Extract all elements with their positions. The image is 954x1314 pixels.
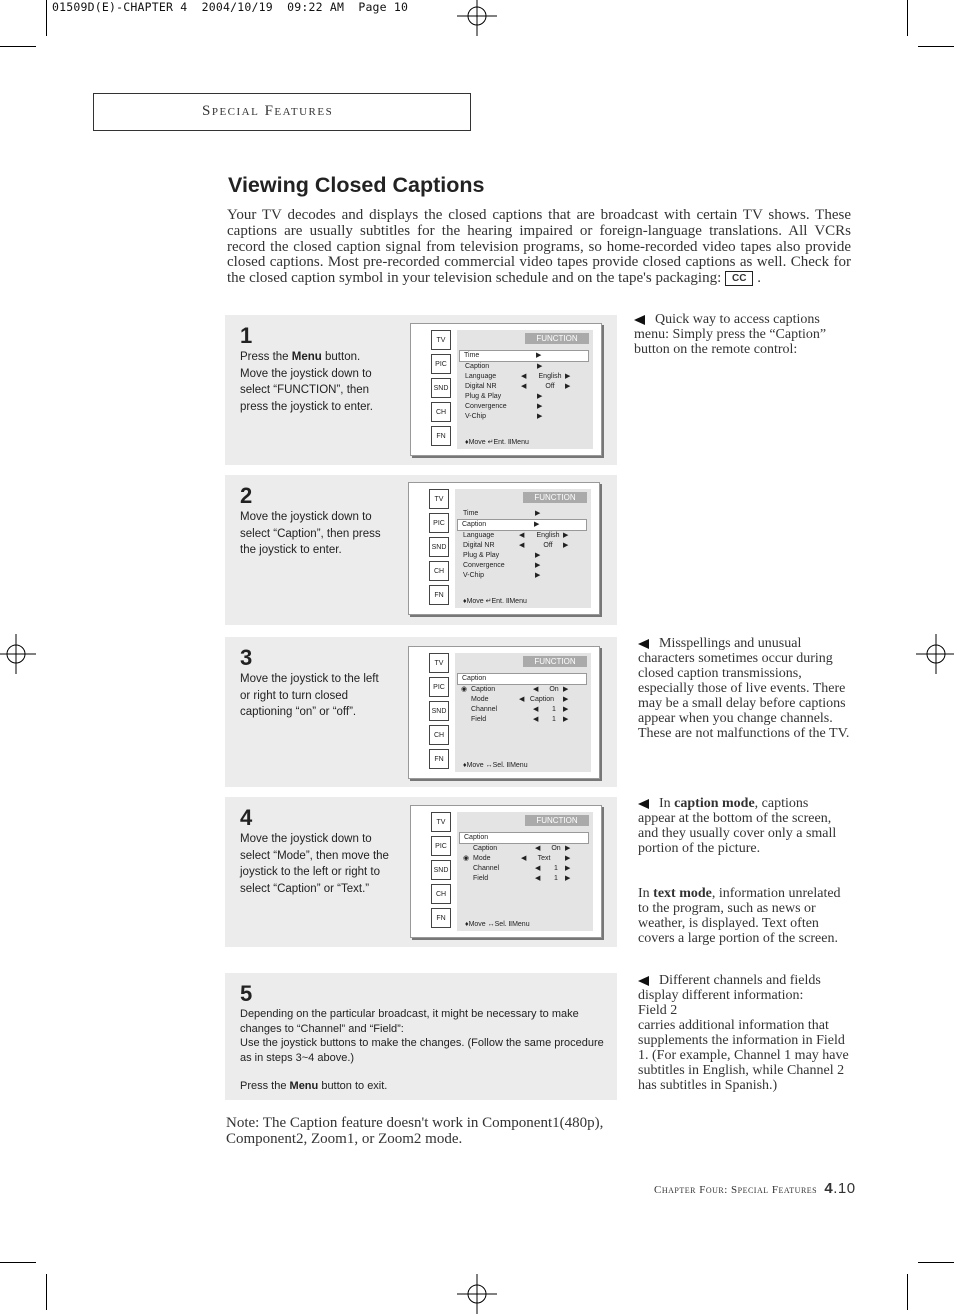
picture-icon: PIC [429,677,449,697]
step-number: 2 [240,483,253,508]
step-number: 1 [240,323,253,348]
note-misspellings: Misspellings and unusual characters sometimes occur during closed caption transmissions, especially those of live events. There may be a small delay before captions appear when you change channels. These are not malfunctions of the TV. [638,636,850,741]
menu-side-icons [429,653,453,773]
section-label: Special Features [202,103,334,119]
menu-header: FUNCTION [525,333,589,344]
menu-row: Mode ◀ Caption ▶ [471,696,569,703]
crop-mark [46,0,47,36]
print-slug: 01509D(E)-CHAPTER 4 2004/10/19 09:22 AM Page 10 [52,0,409,14]
channel-icon: CH [429,561,449,581]
crop-mark [907,0,908,36]
menu-footer: ♦Move ↔Sel. ⅡMenu [463,762,528,769]
menu-row: Caption ▶ [457,519,587,531]
menu-row: Language ◀ English ▶ [463,532,569,539]
note-caption-mode: In caption mode, captions appear at the bottom of the screen, and they usually cover only a small portion of the picture. [638,796,837,856]
menu-footer: ♦Move ↵Ent. ⅡMenu [463,598,527,605]
step-instructions: Move the joystick down to select “Caption”, then press the joystick to enter. [240,511,381,556]
menu-header: FUNCTION [523,492,587,503]
menu-row: Caption ▶ [465,363,543,370]
function-icon: FN [431,908,451,928]
registration-mark-icon [457,0,497,36]
tv-icon: TV [429,489,449,509]
registration-mark-icon [916,634,954,674]
cc-symbol-icon: CC [725,271,753,286]
page-number: 4.10 [824,1180,856,1197]
channel-icon: CH [431,402,451,422]
menu-panel [457,330,593,449]
step-number: 3 [240,645,253,670]
menu-row: Channel ◀ 1 ▶ [473,865,571,872]
menu-row: Convergence ▶ [465,403,543,410]
step-4-panel [225,797,617,947]
menu-row: Digital NR ◀ Off ▶ [463,542,569,549]
menu-side-icons [431,330,455,450]
menu-row: V-Chip ▶ [463,572,541,579]
menu-row: ◉ Caption ◀ On ▶ [461,686,569,693]
page-title: Viewing Closed Captions [228,173,485,197]
menu-side-icons [429,489,453,609]
section-header [93,93,471,131]
step-2-panel [225,475,617,625]
channel-icon: CH [431,884,451,904]
tv-icon: TV [429,653,449,673]
step-1-panel [225,315,617,465]
pointer-triangle-icon [638,639,649,649]
crop-mark [918,46,954,47]
menu-row: Field ◀ 1 ▶ [473,875,571,882]
step-instructions: Press the Menu button. Move the joystick down to select “FUNCTION”, then press the joystick to enter. [240,351,373,413]
crop-mark [918,1262,954,1263]
step-3-panel [225,637,617,787]
menu-header: FUNCTION [523,656,587,667]
menu-row: Caption ◀ On ▶ [473,845,571,852]
picture-icon: PIC [431,354,451,374]
menu-panel [455,489,591,608]
tv-menu-screenshot [410,323,602,456]
sound-icon: SND [429,537,449,557]
bottom-note: Note: The Caption feature doesn't work in Component1(480p), Component2, Zoom1, or Zoom2 mode. [226,1115,604,1147]
menu-panel [457,812,593,931]
tv-menu-screenshot [410,805,602,938]
tv-icon: TV [431,330,451,350]
note-quick-access: Quick way to access captions menu: Simply press the “Caption” button on the remote control: [634,312,827,357]
crop-mark [0,1262,36,1263]
channel-icon: CH [429,725,449,745]
note-text-mode: In text mode, information unrelated to the program, such as news or weather, is displayed. Text often covers a large portion of the screen. [638,886,841,946]
menu-row: Digital NR ◀ Off ▶ [465,383,571,390]
function-icon: FN [429,585,449,605]
sound-icon: SND [431,378,451,398]
tv-icon: TV [431,812,451,832]
menu-footer: ♦Move ↔Sel. ⅡMenu [465,921,530,928]
menu-side-icons [431,812,455,932]
menu-panel [455,653,591,772]
step-5-panel [225,973,617,1100]
step-instructions: Depending on the particular broadcast, it might be necessary to make changes to “Channel” and “Field”: Use the joystick buttons to make the changes. (Follow the same procedure as in steps 3~4 above.) Press the Menu button to exit. [240,1008,604,1092]
crop-mark [46,1274,47,1310]
menu-row: Plug & Play ▶ [465,393,543,400]
menu-footer: ♦Move ↵Ent. ⅡMenu [465,439,529,446]
crop-mark [907,1274,908,1310]
menu-row: Caption [459,832,589,844]
note-channels-fields: Different channels and fields display different information: Field 2 carries additional information that supplements the information in Field 1. (For example, Channel 1 may have subtitles in English, while Channel 2 has subtitles in Spanish.) [638,973,849,1093]
step-number: 5 [240,981,253,1006]
menu-row: ◉ Mode ◀ Text ▶ [463,855,571,862]
menu-row: Channel ◀ 1 ▶ [471,706,569,713]
menu-row: Time ▶ [459,350,589,362]
function-icon: FN [431,426,451,446]
function-icon: FN [429,749,449,769]
pointer-triangle-icon [638,799,649,809]
menu-row: Convergence ▶ [463,562,541,569]
chapter-label: Chapter Four: Special Features [654,1184,818,1196]
menu-row: Field ◀ 1 ▶ [471,716,569,723]
intro-text: Your TV decodes and displays the closed captions that are broadcast with certain TV shows. These captions are usually subtitles for the hearing impaired or foreign-language translations. All VCRs record the closed caption signal from television programs, so home-recorded video tapes also provide closed captions. Most pre-recorded commercial video tapes provide closed captions as well. Check for the closed caption symbol in your television schedule and on the tape's packaging: [227,207,851,287]
crop-mark [0,46,36,47]
registration-mark-icon [0,634,36,674]
step-instructions: Move the joystick down to select “Mode”, then move the joystick to the left or right to select “Caption” or “Text.” [240,833,389,895]
menu-header: FUNCTION [525,815,589,826]
step-number: 4 [240,805,253,830]
step-instructions: Move the joystick to the left or right to turn closed captioning “on” or “off”. [240,673,379,718]
menu-row: Time ▶ [463,510,541,517]
intro-paragraph: Your TV decodes and displays the closed captions that are broadcast with certain TV shows. These captions are usually subtitles for the hearing impaired or foreign-language translations. All VCRs record the closed caption signal from television programs, so home-recorded video tapes also provide closed captions. Most pre-recorded commercial video tapes provide closed captions as well. Check for the closed caption symbol in your television schedule and on the tape's packaging: CC . [227,207,851,287]
page-footer [654,1180,856,1197]
tv-menu-screenshot [408,646,600,779]
picture-icon: PIC [431,836,451,856]
tv-menu-screenshot [408,482,600,615]
picture-icon: PIC [429,513,449,533]
sound-icon: SND [429,701,449,721]
menu-row: V-Chip ▶ [465,413,543,420]
registration-mark-icon [457,1274,497,1314]
pointer-triangle-icon [638,976,649,986]
sound-icon: SND [431,860,451,880]
menu-row: Plug & Play ▶ [463,552,541,559]
pointer-triangle-icon [634,315,645,325]
menu-row: Language ◀ English ▶ [465,373,571,380]
menu-row: Caption [457,673,587,685]
